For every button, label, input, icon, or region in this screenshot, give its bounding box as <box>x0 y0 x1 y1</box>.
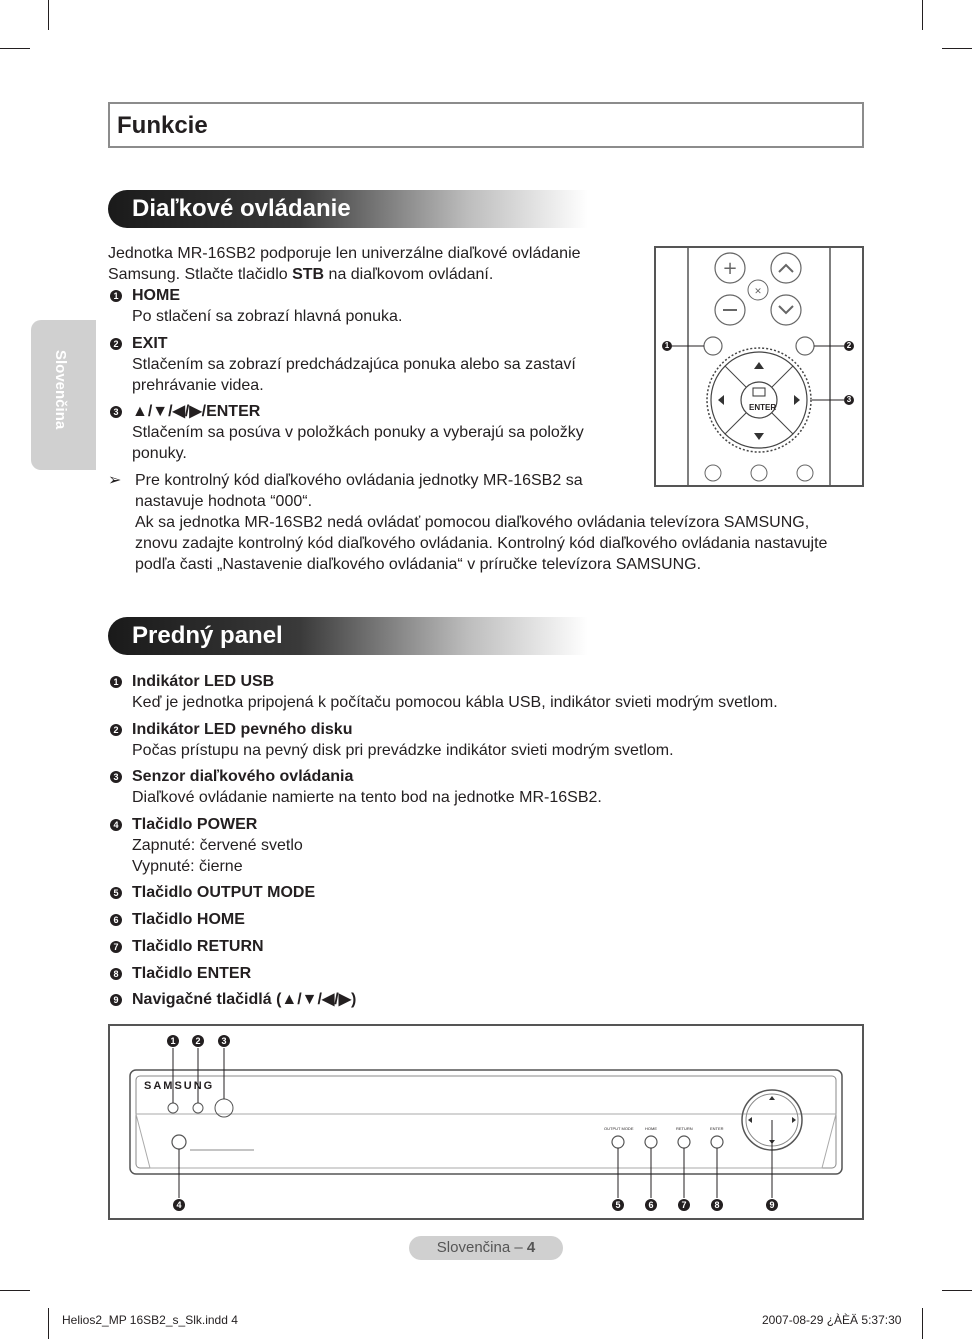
section-heading-front <box>108 617 588 655</box>
svg-text:✕: ✕ <box>754 287 762 297</box>
page-number-footer <box>409 1236 563 1260</box>
remote-item-desc: Po stlačení sa zobrazí hlavná ponuka. <box>132 308 403 325</box>
note-line: Ak sa jednotka MR-16SB2 nedá ovládať pomocou diaľkového ovládania televízora SAMSUNG, <box>135 514 810 531</box>
panel-callout: 9 <box>766 1199 778 1211</box>
panel-callout: 1 <box>167 1035 179 1047</box>
remote-intro-line2 <box>108 264 493 285</box>
remote-item-desc: prehrávanie videa. <box>132 377 264 394</box>
footer-page-number: 4 <box>526 1239 536 1256</box>
section-heading-front-text: Predný panel <box>132 622 283 649</box>
language-tab-label: Slovenčina <box>52 350 69 430</box>
callout-number: 1 <box>110 290 122 302</box>
date-slug: 2007-08-29 ¿ÀÈÄ 5:37:30 <box>762 1313 902 1327</box>
callout-number: 7 <box>110 941 122 953</box>
remote-item-label: ▲/▼/◀/▶/ENTER <box>132 403 261 420</box>
front-item-label: Navigačné tlačidlá (▲/▼/◀/▶) <box>132 991 357 1008</box>
callout-number: 6 <box>110 914 122 926</box>
callout-number: 3 <box>110 771 122 783</box>
front-item-label: Tlačidlo ENTER <box>132 965 252 982</box>
callout-number: 9 <box>110 994 122 1006</box>
remote-item-desc: ponuky. <box>132 445 187 462</box>
figure-callout-3: 3 <box>844 395 854 405</box>
callout-number: 8 <box>110 968 122 980</box>
page-title: Funkcie <box>117 112 208 139</box>
note-line: znovu zadajte kontrolný kód diaľkového ovládania. Kontrolný kód diaľkového ovládania nastavujte <box>135 535 828 552</box>
callout-number: 2 <box>110 338 122 350</box>
front-item-desc: Keď je jednotka pripojená k počítaču pomocou kábla USB, indikátor svieti modrým svetlom. <box>132 694 778 711</box>
remote-item-desc: Stlačením sa zobrazí predchádzajúca ponuka alebo sa zastaví <box>132 356 576 373</box>
panel-callout: 4 <box>173 1199 185 1211</box>
footer-language: Slovenčina – <box>436 1239 527 1256</box>
svg-text:+: + <box>722 258 738 279</box>
enter-button-label: ENTER <box>749 403 777 412</box>
panel-button-label: ENTER <box>710 1126 724 1131</box>
panel-callout: 5 <box>612 1199 624 1211</box>
crop-mark <box>922 1308 923 1339</box>
callout-number: 3 <box>110 406 122 418</box>
front-item-label: Tlačidlo OUTPUT MODE <box>132 884 316 901</box>
panel-button-label: RETURN <box>676 1126 693 1131</box>
section-heading-remote-text: Diaľkové ovládanie <box>132 195 351 222</box>
samsung-logo-text: SAMSUNG <box>144 1080 215 1092</box>
front-item-desc: Počas prístupu na pevný disk pri prevádzke indikátor svieti modrým svetlom. <box>132 742 674 759</box>
front-item-label: Indikátor LED USB <box>132 673 275 690</box>
section-heading-remote <box>108 190 588 228</box>
callout-number: 2 <box>110 724 122 736</box>
front-item-label: Senzor diaľkového ovládania <box>132 768 354 785</box>
remote-intro-line1: Jednotka MR-16SB2 podporuje len univerzálne diaľkové ovládanie <box>108 245 581 262</box>
callout-number: 4 <box>110 819 122 831</box>
file-slug: Helios2_MP 16SB2_s_Slk.indd 4 <box>62 1313 238 1327</box>
crop-mark <box>48 0 49 30</box>
front-item-desc: Diaľkové ovládanie namierte na tento bod na jednotke MR-16SB2. <box>132 789 602 806</box>
figure-callout-2: 2 <box>844 341 854 351</box>
panel-callout: 8 <box>711 1199 723 1211</box>
crop-mark <box>48 1308 49 1339</box>
figure-callout-1: 1 <box>662 341 672 351</box>
intro-text-end: na diaľkovom ovládaní. <box>324 266 494 283</box>
language-side-tab <box>31 320 96 470</box>
panel-callout: 2 <box>192 1035 204 1047</box>
note-line: Pre kontrolný kód diaľkového ovládania jednotky MR-16SB2 sa <box>135 472 583 489</box>
remote-item-label: EXIT <box>132 335 168 352</box>
panel-callout: 6 <box>645 1199 657 1211</box>
remote-control-figure <box>654 246 864 487</box>
page-title-box <box>108 102 864 148</box>
note-arrow-icon: ➢ <box>108 472 122 489</box>
crop-mark <box>942 1290 972 1291</box>
panel-button-label: HOME <box>645 1126 657 1131</box>
front-item-desc: Vypnuté: čierne <box>132 858 243 875</box>
front-item-desc: Zapnuté: červené svetlo <box>132 837 303 854</box>
note-line: nastavuje hodnota “000“. <box>135 493 313 510</box>
remote-item-label: HOME <box>132 287 180 304</box>
crop-mark <box>0 1290 30 1291</box>
crop-mark <box>922 0 923 30</box>
front-item-label: Tlačidlo RETURN <box>132 938 264 955</box>
callout-number: 5 <box>110 887 122 899</box>
front-item-label: Tlačidlo POWER <box>132 816 258 833</box>
intro-stb: STB <box>292 266 325 283</box>
remote-control-illustration <box>656 248 862 485</box>
crop-mark <box>0 48 30 49</box>
intro-text: Samsung. Stlačte tlačidlo <box>108 266 293 283</box>
crop-mark <box>942 48 972 49</box>
front-item-label: Indikátor LED pevného disku <box>132 721 353 738</box>
remote-item-desc: Stlačením sa posúva v položkách ponuky a vyberajú sa položky <box>132 424 584 441</box>
front-item-label: Tlačidlo HOME <box>132 911 245 928</box>
panel-callout: 7 <box>678 1199 690 1211</box>
note-line: podľa časti „Nastavenie diaľkového ovládania“ v príručke televízora SAMSUNG. <box>135 556 702 573</box>
front-panel-figure <box>108 1024 864 1220</box>
callout-number: 1 <box>110 676 122 688</box>
panel-callout: 3 <box>218 1035 230 1047</box>
panel-button-label: OUTPUT MODE <box>604 1126 634 1131</box>
front-panel-illustration <box>110 1026 862 1218</box>
